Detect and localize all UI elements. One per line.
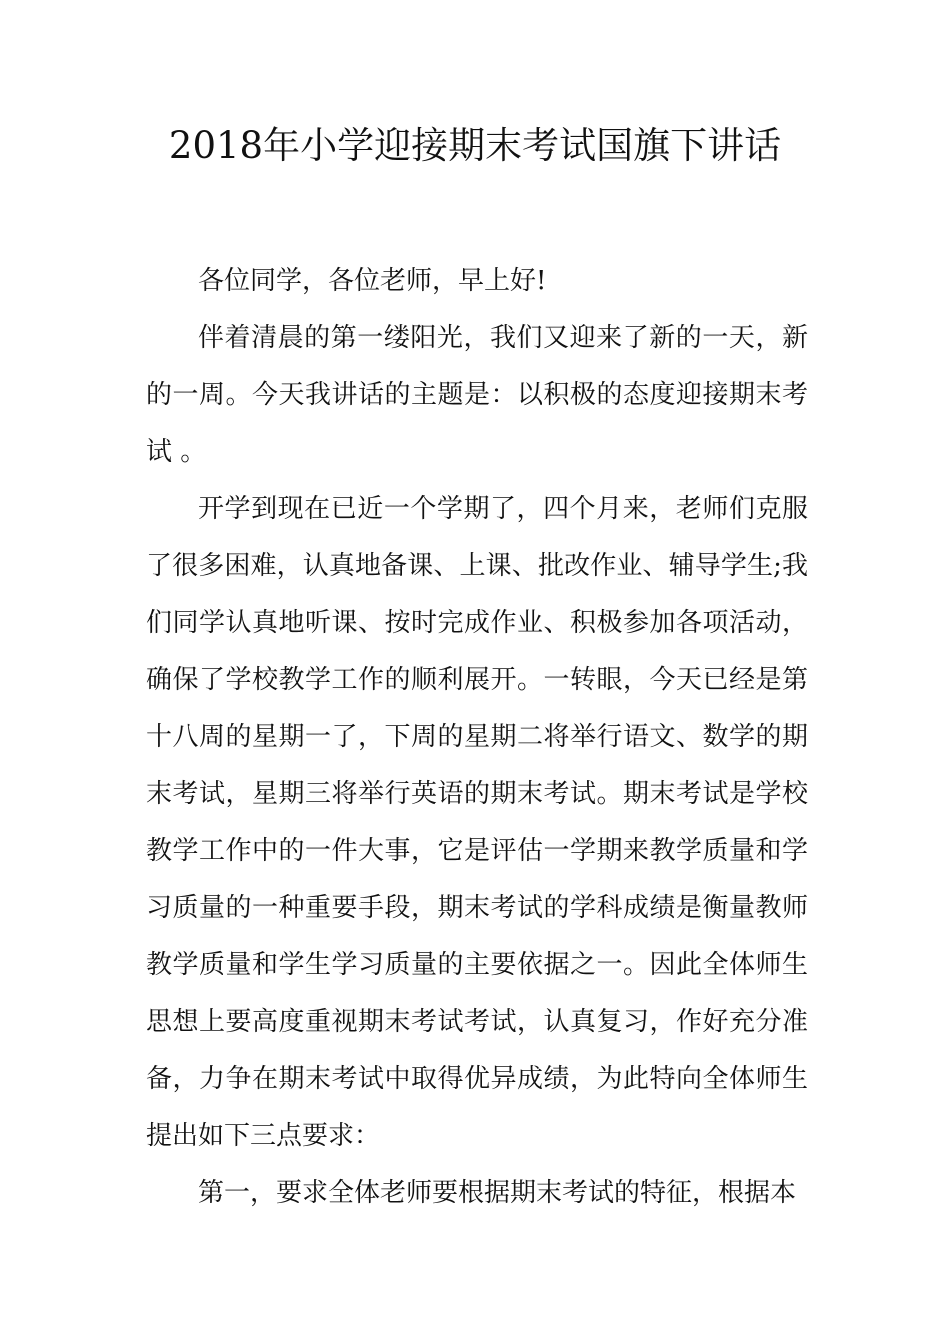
document-title: 2018年小学迎接期末考试国旗下讲话 xyxy=(168,124,782,167)
document-body xyxy=(146,253,808,1222)
paragraph-main: 开学到现在已近一个学期了，四个月来，老师们克服了很多困难，认真地备课、上课、批改作业、辅导学生;我们同学认真地听课、按时完成作业、积极参加各项活动，确保了学校教学工作的顺利展开。一转眼，今天已经是第十八周的星期一了，下周的星期二将举行语文、数学的期末考试，星期三将举行英语的期末考试。期末考试是学校教学工作中的一件大事，它是评估一学期来教学质量和学习质量的一种重要手段，期末考试的学科成绩是衡量教师教学质量和学生学习质量的主要依据之一。因此全体师生思想上要高度重视期末考试考试，认真复习，作好充分准备，力争在期末考试中取得优异成绩，为此特向全体师生提出如下三点要求： xyxy=(146,494,808,1151)
paragraph-first-point: 第一，要求全体老师要根据期末考试的特征，根据本 xyxy=(198,1178,797,1208)
paragraph-intro: 伴着清晨的第一缕阳光，我们又迎来了新的一天，新的一周。今天我讲话的主题是：以积极的态度迎接期末考试 。 xyxy=(146,323,808,467)
paragraph-greeting: 各位同学，各位老师，早上好! xyxy=(198,266,547,296)
